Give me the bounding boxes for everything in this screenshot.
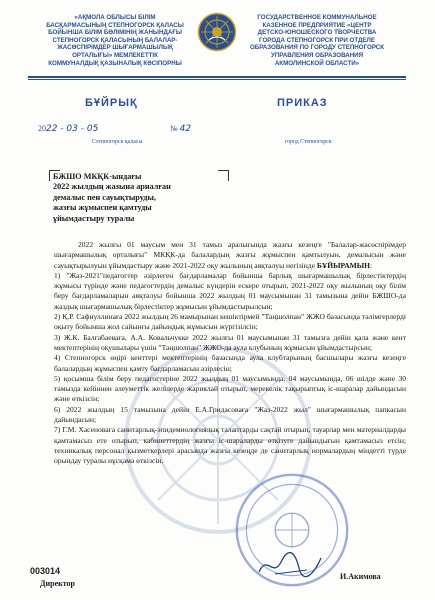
director-label: Директор: [40, 579, 75, 588]
body-item: 1) "Жаз-2021"педагогтер әзірлеген бағдарламалар бойынша барлық шығармашылық бірлестіктердің жұмысы түрінде және педагогтердің демалыс күндерін ескере отырып, 2021-2022 оқу жылының оқу білім беру бағдарламаларын аяқталуы бойынша 2022 жылдың 01 маусымынан 31 тамызына дейін БЖШО-да жаздық шығармашылық бірлестіктер жұмысын ұйымдастырылсын;: [54, 270, 406, 311]
order-number-value: 42: [179, 124, 192, 134]
order-date: 2022 - 03 - 05: [38, 124, 99, 134]
letterhead-russian: ГОСУДАРСТВЕННОЕ КОММУНАЛЬНОЕ КАЗЕННОЕ ПРЕДПРИЯТИЕ «ЦЕНТР ДЕТСКО-ЮНОШЕСКОГО ТВОРЧЕСТВА ГОРОДА СТЕПНОГОРСК ПРИ ОТДЕЛЕ ОБРАЗОВАНИЯ ПО ГОРОДУ СТЕПНОГОРСК УПРАВЛЕНИЯ ОБРАЗОВАНИЯ АКМОЛИНСКОЙ ОБЛАСТИ»: [249, 14, 385, 67]
director-name: И.Акимова: [340, 572, 381, 581]
doc-type-kazakh: БҰЙРЫҚ: [85, 97, 138, 109]
order-body: [54, 240, 406, 467]
order-date-value: 22 - 03 - 05: [46, 124, 99, 134]
body-intro: 2022 жылғы 01 маусым мен 31 тамыз аралығында жазғы кезеңге "Балалар-жасөспірімдер шығармашылық орталығы" МКҚК-да балалардың жазғы жұмыспен қамтылуын, демалысын және сауықтырылуын ұйымдастыру және 2021-2022 оқу жылының аяқталуы негізінде БҰЙЫРАМЫН:: [54, 240, 406, 270]
body-item: 7) Г.М. Хасеноваға санитарлық-эпидемиологиялық талаптарды сақтай отырып, тауарлар мен материалдарды қамтамасыз ете отырып, кабинеттердің жазғы іс-шараларды өткізуге дайындығын қамтамасыз етсін; техникалық персонал қызметкерлері арасында жазғы кезеңде де санитарлық нормалардың міндетті түрде орындау туралы нұсқама өткізсін.: [54, 425, 406, 466]
doc-type-russian: ПРИКАЗ: [277, 97, 328, 109]
body-item: 6) 2022 жылдың 15 тамызына дейін Е.А.Гридасоваға "Жаз-2022 жыл" шығармашылық папкасын дайындасын;: [54, 404, 406, 425]
body-item: 5) қосымша білім беру педагогтеріне 2022 жылдың 01 маусымында, 04 маусымында, 06 шілде және 30 тамызда кейіннен әлеуметтік желілерде жариялай отырып, мерекелік тақырыптық іс-шаралар дайындасын және өткізсін;: [54, 373, 406, 404]
kazakhstan-emblem-icon: [197, 12, 237, 52]
body-intro-bold: БҰЙЫРАМЫН: [316, 260, 371, 270]
order-number: № 42: [170, 124, 192, 134]
letterhead-divider-thin: [28, 79, 406, 80]
letterhead-kazakh: «АҚМОЛА ОБЛЫСЫ БІЛІМ БАСҚАРМАСЫНЫҢ СТЕПНОГОРСК ҚАЛАСЫ БОЙЫНША БІЛІМ БӨЛІМІНІҢ ЖАНЫНДАҒЫ СТЕПНОГОРСК ҚАЛАСЫНЫҢ БАЛАЛАР- ЖАСӨСПІРІМДЕР ШЫҒАРМАШЫЛЫҚ ОРТАЛЫҒЫ» МЕМЛЕКЕТТІК КОММУНАЛДЫҚ ҚАЗЫНАЛЫҚ КӘСІПОРНЫ: [46, 14, 184, 67]
order-title: БЖШО МКҚК-ындағы 2022 жылдың жазына арналған демалыс пен сауықтыруды, жазғы жұмыспен қамтуды ұйымдастыру туралы: [53, 172, 171, 223]
body-item: 4) Степногорск өңірі кенттері мектептерінің базасында аула клубтарының басшылары жазғы кезеңге балалардың жұмыспен қамту бағдарламасын әзірлесін;: [54, 353, 406, 373]
serial-number: 003014: [30, 566, 61, 576]
place-kazakh: Степногорск қаласы: [92, 139, 143, 145]
body-item: 2) Қ.Р. Сафиуллинаға 2022 жылдың 26 мамырынан кешіктірмей "Таңшолпан" ЖЖО базасында тәлімгерлерді оқыту бойынша жол сайынғы дайындық жұмысын жүргізілсін;: [54, 312, 406, 332]
signature-icon: [255, 548, 325, 580]
place-russian: город Степногорск: [285, 139, 332, 145]
body-item: 3) Ж.К. Балғабаеваға, А.А. Ковальчукке 2022 жылғы 01 маусымынан 31 тамызға дейін қала және кент мектептерінің оқушылары үшін "Таңшолпан" ЖЖО-да аула клубының жұмысын ұйымдастырсын;: [54, 332, 406, 352]
letterhead-divider: [28, 76, 406, 78]
